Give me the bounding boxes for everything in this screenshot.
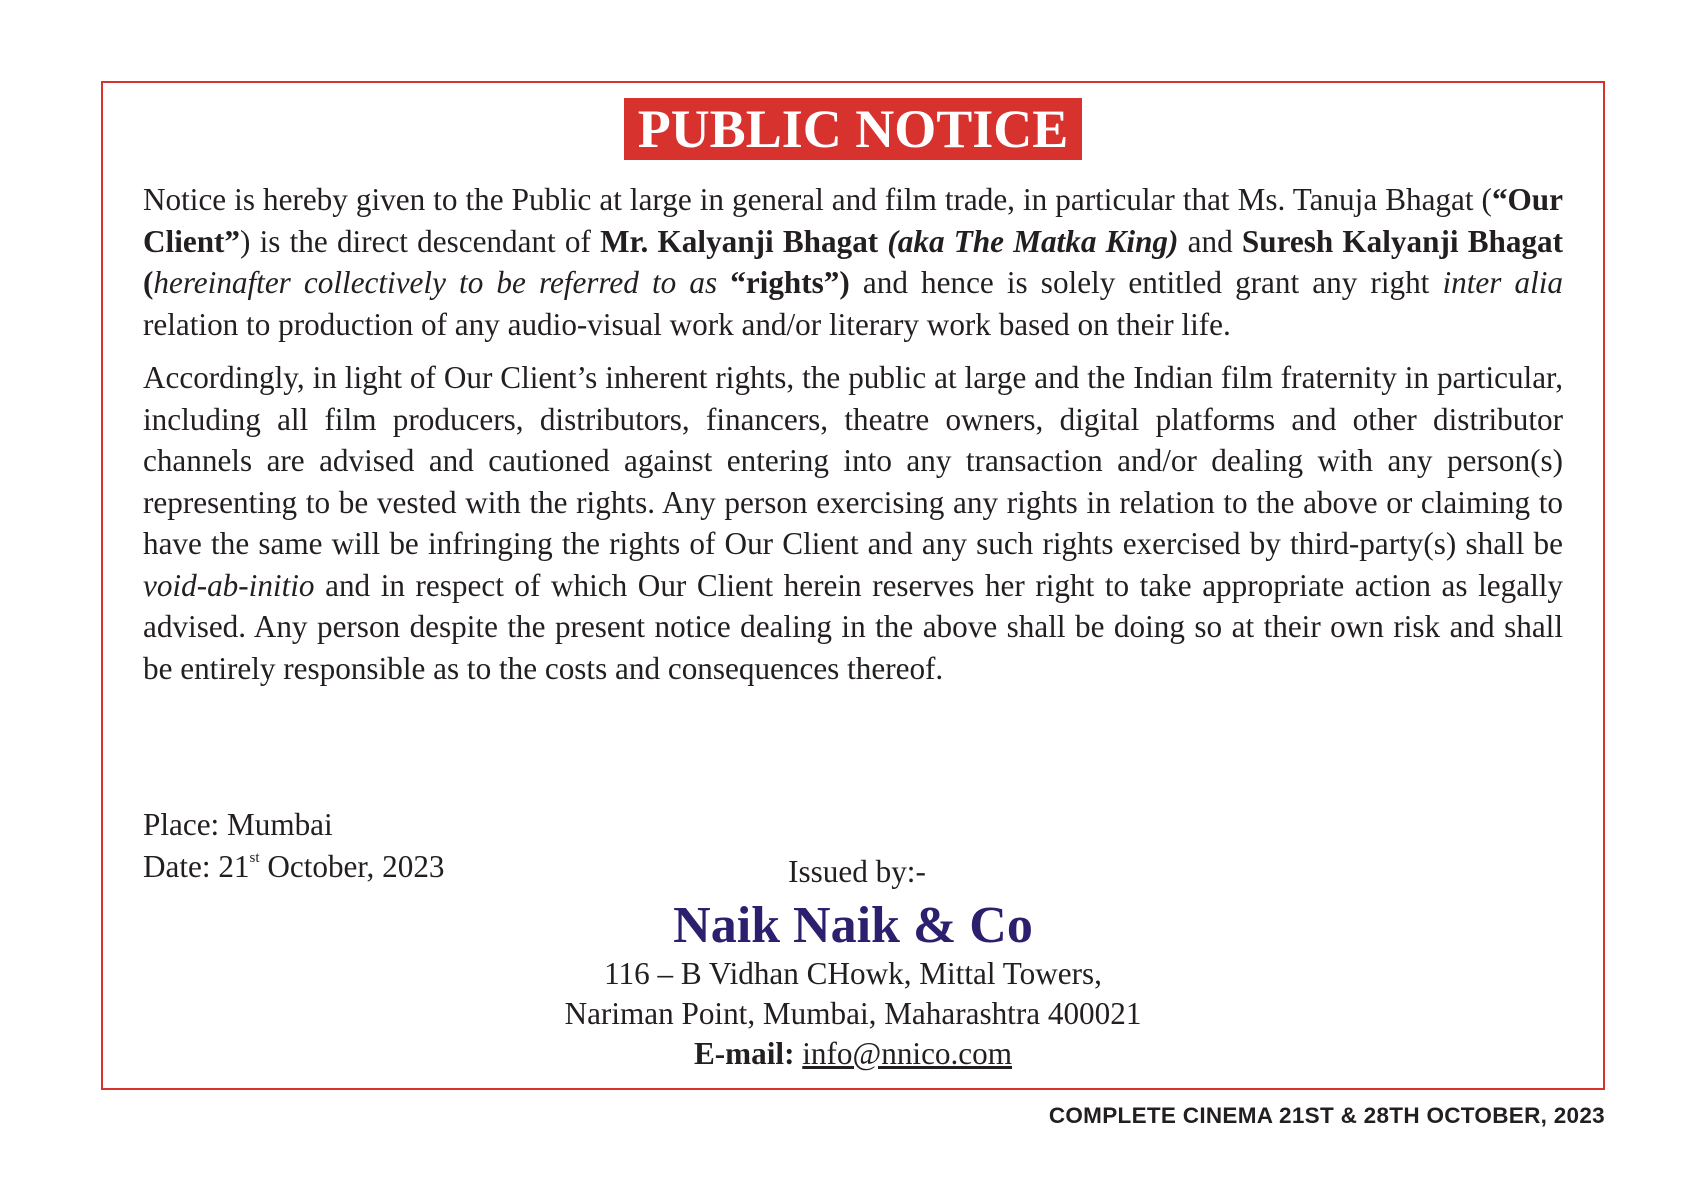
p1-text-2: ) is the direct descendant of: [240, 223, 601, 259]
notice-frame: [101, 81, 1605, 1090]
p1-text-1: Notice is hereby given to the Public at large in general and film trade, in particular that Ms. Tanuja Bhagat (: [143, 182, 1492, 217]
p1-suresh-bhagat: Suresh Kalyanji Bhagat (: [143, 223, 1564, 300]
place-line: Place: Mumbai: [143, 807, 333, 842]
p1-hereinafter: hereinafter collectively to be referred to as: [153, 265, 718, 300]
p2-text-2: and in respect of which Our Client herein reserves her right to take appropriate action as legally advised. Any person despite the present notice dealing in the above shall be doing so at their own risk and shall be entirely responsible as to the costs and consequences thereof.: [143, 567, 1563, 686]
p1-text-7: relation to production of any audio-visual work and/or literary work based on their life.: [143, 306, 1231, 342]
paragraph-2: [143, 357, 1563, 689]
email-line: [103, 1034, 1603, 1074]
p2-text-1: Accordingly, in light of Our Client’s inherent rights, the public at large and the Indian film fraternity in particular, including all film producers, distributors, financers, theatre owners, digital platforms and other distributor channels are advised and cautioned against entering into any transaction and/or dealing with any person(s) representing to be vested with the rights. Any person exercising any rights in relation to the above or claiming to have the same will be infringing the rights of Our Client and any such rights exercised by third-party(s) shall be: [143, 360, 1563, 561]
p1-aka-matka-king: (aka The Matka King): [887, 223, 1179, 259]
email-link[interactable]: info@nnico.com: [802, 1036, 1013, 1071]
issued-by-label: Issued by:-: [788, 854, 926, 889]
date-rest: October, 2023: [259, 849, 445, 884]
p1-text-5: [717, 265, 730, 300]
p1-text-6: and hence is solely entitled grant any right: [849, 265, 1443, 300]
p2-void-ab-initio: void-ab-initio: [143, 567, 315, 603]
issued-by: [103, 852, 1603, 892]
p1-rights: “rights”): [730, 265, 850, 300]
firm-name: Naik Naik & Co: [673, 897, 1033, 954]
p1-our-client: “Our Client”: [143, 182, 1563, 259]
firm-address-line-2: Nariman Point, Mumbai, Maharashtra 400021: [564, 996, 1142, 1031]
p1-kalyanji-bhagat: Mr. Kalyanji Bhagat: [600, 223, 879, 259]
date-prefix: Date: 21: [143, 849, 250, 884]
publication-credit: COMPLETE CINEMA 21ST & 28TH OCTOBER, 2023: [1048, 1103, 1605, 1128]
email-label: E-mail:: [693, 1036, 795, 1071]
p1-inter-alia: inter alia: [1442, 265, 1564, 300]
date-suffix: st: [249, 850, 260, 866]
firm-address-line-1: 116 – B Vidhan CHowk, Mittal Towers,: [604, 956, 1102, 991]
p1-text-4: and: [1178, 223, 1242, 259]
notice-body: [143, 179, 1563, 701]
paragraph-1: [143, 179, 1563, 345]
title-banner: [103, 98, 1603, 160]
notice-title: PUBLIC NOTICE: [624, 98, 1083, 160]
